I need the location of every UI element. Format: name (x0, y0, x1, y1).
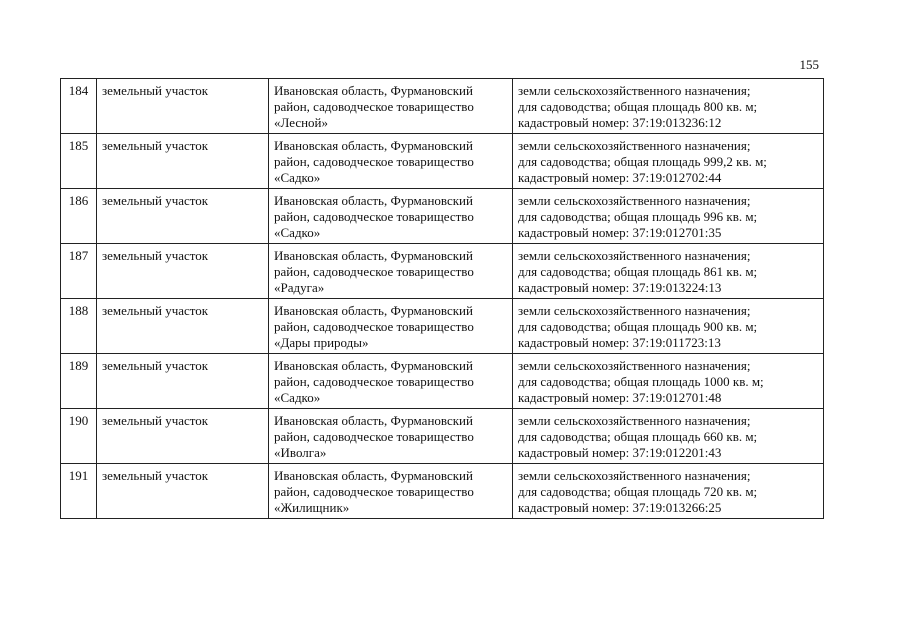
location-line: район, садоводческое товарищество (274, 429, 474, 444)
description-line: кадастровый номер: 37:19:011723:13 (518, 335, 721, 350)
location-line: район, садоводческое товарищество (274, 209, 474, 224)
location-line: «Лесной» (274, 115, 329, 130)
description-line: для садоводства; общая площадь 900 кв. м; (518, 319, 758, 334)
location-line: район, садоводческое товарищество (274, 484, 474, 499)
row-number-cell: 184 (61, 79, 97, 134)
location-cell (269, 244, 513, 299)
location-line: Ивановская область, Фурмановский (274, 358, 473, 373)
row-number-cell: 189 (61, 354, 97, 409)
description-cell (513, 409, 824, 464)
page-number: 155 (799, 57, 819, 72)
description-cell (513, 464, 824, 519)
description-line: для садоводства; общая площадь 660 кв. м; (518, 429, 758, 444)
description-line: кадастровый номер: 37:19:012201:43 (518, 445, 722, 460)
location-cell (269, 299, 513, 354)
description-line: кадастровый номер: 37:19:013236:12 (518, 115, 722, 130)
table-row (61, 189, 824, 244)
description-line: земли сельскохозяйственного назначения; (518, 83, 751, 98)
description-cell (513, 79, 824, 134)
table-row (61, 354, 824, 409)
location-line: Ивановская область, Фурмановский (274, 83, 473, 98)
description-line: кадастровый номер: 37:19:012701:48 (518, 390, 722, 405)
location-cell (269, 189, 513, 244)
location-line: район, садоводческое товарищество (274, 264, 474, 279)
object-type-cell: земельный участок (97, 464, 269, 519)
object-type-cell: земельный участок (97, 189, 269, 244)
location-line: Ивановская область, Фурмановский (274, 303, 473, 318)
description-cell (513, 244, 824, 299)
table-row (61, 244, 824, 299)
description-line: кадастровый номер: 37:19:012702:44 (518, 170, 722, 185)
location-line: район, садоводческое товарищество (274, 374, 474, 389)
location-line: «Жилищник» (274, 500, 350, 515)
description-line: для садоводства; общая площадь 996 кв. м; (518, 209, 758, 224)
location-line: Ивановская область, Фурмановский (274, 413, 473, 428)
location-line: «Дары природы» (274, 335, 369, 350)
description-line: земли сельскохозяйственного назначения; (518, 248, 751, 263)
location-line: Ивановская область, Фурмановский (274, 468, 473, 483)
row-number-cell: 188 (61, 299, 97, 354)
location-line: Ивановская область, Фурмановский (274, 193, 473, 208)
location-cell (269, 354, 513, 409)
location-line: район, садоводческое товарищество (274, 154, 474, 169)
row-number-cell: 191 (61, 464, 97, 519)
row-number-cell: 186 (61, 189, 97, 244)
location-cell (269, 134, 513, 189)
description-line: кадастровый номер: 37:19:013224:13 (518, 280, 722, 295)
location-line: «Радуга» (274, 280, 325, 295)
location-cell (269, 409, 513, 464)
description-cell (513, 134, 824, 189)
object-type-cell: земельный участок (97, 79, 269, 134)
description-line: земли сельскохозяйственного назначения; (518, 468, 751, 483)
location-line: «Садко» (274, 390, 321, 405)
description-cell (513, 189, 824, 244)
object-type-cell: земельный участок (97, 244, 269, 299)
description-line: кадастровый номер: 37:19:012701:35 (518, 225, 722, 240)
table-row (61, 299, 824, 354)
description-line: для садоводства; общая площадь 800 кв. м; (518, 99, 758, 114)
location-line: Ивановская область, Фурмановский (274, 248, 473, 263)
description-line: кадастровый номер: 37:19:013266:25 (518, 500, 722, 515)
property-table (60, 78, 824, 519)
description-line: для садоводства; общая площадь 720 кв. м; (518, 484, 758, 499)
object-type-cell: земельный участок (97, 299, 269, 354)
description-cell (513, 299, 824, 354)
location-line: район, садоводческое товарищество (274, 319, 474, 334)
location-cell (269, 79, 513, 134)
table-row (61, 409, 824, 464)
description-line: для садоводства; общая площадь 861 кв. м; (518, 264, 758, 279)
location-line: «Садко» (274, 225, 321, 240)
description-line: земли сельскохозяйственного назначения; (518, 358, 751, 373)
object-type-cell: земельный участок (97, 409, 269, 464)
table-row (61, 134, 824, 189)
description-line: земли сельскохозяйственного назначения; (518, 138, 751, 153)
row-number-cell: 190 (61, 409, 97, 464)
table-row (61, 464, 824, 519)
description-line: для садоводства; общая площадь 999,2 кв. м; (518, 154, 767, 169)
location-line: «Садко» (274, 170, 321, 185)
location-cell (269, 464, 513, 519)
description-line: земли сельскохозяйственного назначения; (518, 413, 751, 428)
table-row (61, 79, 824, 134)
description-line: земли сельскохозяйственного назначения; (518, 303, 751, 318)
description-cell (513, 354, 824, 409)
location-line: Ивановская область, Фурмановский (274, 138, 473, 153)
row-number-cell: 187 (61, 244, 97, 299)
object-type-cell: земельный участок (97, 354, 269, 409)
location-line: «Иволга» (274, 445, 327, 460)
location-line: район, садоводческое товарищество (274, 99, 474, 114)
property-table-body (61, 79, 824, 519)
object-type-cell: земельный участок (97, 134, 269, 189)
row-number-cell: 185 (61, 134, 97, 189)
description-line: земли сельскохозяйственного назначения; (518, 193, 751, 208)
description-line: для садоводства; общая площадь 1000 кв. м; (518, 374, 764, 389)
